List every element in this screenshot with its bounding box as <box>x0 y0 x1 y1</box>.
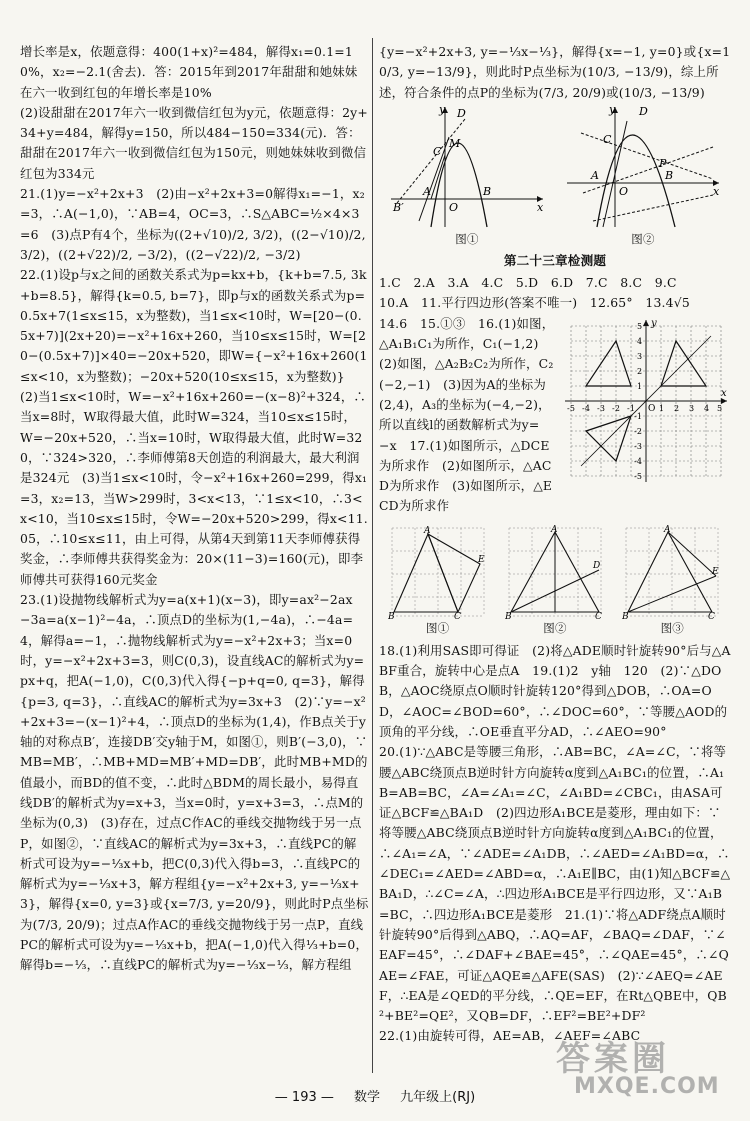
fig1-label-bprime: B′ <box>393 200 404 214</box>
svg-text:-2: -2 <box>634 426 643 436</box>
grid-figure-17-1 <box>388 524 488 620</box>
site-watermark <box>556 1031 736 1101</box>
subject-label: 数学 <box>354 1090 381 1105</box>
parabola-figure-1 <box>387 103 547 231</box>
fig2-label-d: D <box>639 104 649 118</box>
fig1-label-m: M <box>449 136 461 150</box>
svg-text:2: 2 <box>637 366 643 376</box>
answers-14-17: 14.6 15.①③ 16.(1)如图，△A₁B₁C₁为所作，C₁(−1,2) (2)如图，△A₂B₂C₂为所作，C₂(−2,−1) (3)因为A的坐标为(2,4)，A₃的坐标为(−4,−2)，所以直线l的函数解析式为y=−x 17.(1)如图所示，△DCE为所求作 (2)如图所示，△ACD为所求作 (3)如图所示，△ECD为所求作 <box>379 315 555 514</box>
fig2-x-label: x <box>713 184 720 198</box>
svg-text:-3: -3 <box>634 441 643 451</box>
svg-text:C: C <box>453 612 461 621</box>
svg-text:5: 5 <box>717 403 723 413</box>
left-column <box>20 42 369 976</box>
svg-text:A: A <box>423 526 431 537</box>
svg-text:4: 4 <box>637 336 643 346</box>
column-divider <box>372 38 373 1073</box>
svg-text:1: 1 <box>659 403 665 413</box>
svg-text:-1: -1 <box>634 411 643 421</box>
svg-text:C: C <box>708 612 716 621</box>
chapter-heading: 第二十三章检测题 <box>503 252 607 268</box>
fig2-y-label: y <box>609 102 616 116</box>
fig2-label-p: P <box>659 156 667 170</box>
page-number: — 193 — <box>274 1090 334 1105</box>
fig1-label-c: C <box>433 144 442 158</box>
figure-23-2 <box>563 103 723 249</box>
fig2-label-b: B <box>665 168 674 182</box>
answer-22-start: 22.(1)由旋转可得，AE=AB，∠AEF=∠ABC <box>379 1028 641 1044</box>
svg-text:B: B <box>504 612 512 621</box>
svg-text:5: 5 <box>637 321 643 331</box>
fig1-label-b: B <box>483 184 492 198</box>
answer-20-part2: (2)设甜甜在2017年六一收到微信红包为y元，依题意得：2y+34+y=484，解得y=150，所以484−150=334(元)．答：甜甜在2017年六一收到微信红包为150元，则她妹妹收到微信红包为334元 <box>20 104 368 181</box>
fig1-origin: O <box>449 200 459 214</box>
answer-21: 21.(1)y=−x²+2x+3 (2)由−x²+2x+3=0解得x₁=−1，x₂=3，∴A(−1,0)，∵AB=4，OC=3，∴S△ABC=½×4×3=6 (3)点P有4个，坐标为((2+√10)/2, 3/2)，((2−√10)/2, 3/2)，((2+√22)/2, −3/2)，((2−√22)/2, −3/2) <box>20 186 366 262</box>
figure-17-2 <box>505 524 605 638</box>
grid-figure-17-2 <box>505 524 605 620</box>
svg-text:-4: -4 <box>582 403 591 413</box>
fig17-3-caption: 图③ <box>660 621 685 636</box>
coordinate-grid-figure <box>561 316 731 488</box>
svg-text:A: A <box>664 525 672 536</box>
svg-text:C: C <box>594 612 603 621</box>
figure-23-1 <box>387 103 547 249</box>
fig1-x-label: x <box>537 200 544 214</box>
triangle-a1b1c1 <box>586 341 631 386</box>
svg-text:3: 3 <box>689 403 695 413</box>
svg-text:B: B <box>387 612 395 621</box>
figures-17 <box>379 521 731 639</box>
fig2-caption: 图② <box>631 231 655 246</box>
answer-22: 22.(1)设p与x之间的函数关系式为p=kx+b，{k+b=7.5, 3k+b=8.5}，解得{k=0.5, b=7}，即p与x的函数关系式为p=0.5x+7(1≤x≤15，x为整数)，当1≤x<10时，W=[20−(0.5x+7)](2x+20)=−x²+16x+260，当10≤x≤15时，W=[20−(0.5x+7)]×40=−20x+520，即W={−x²+16x+260(1≤x<10，x为整数)；−20x+520(10≤x≤15，x为整数)} (2)当1≤x<10时，W=−x²+16x+260=−(x−8)²+324，∴当x=8时，W取得最大值，此时W=324，当10≤x≤15时，W=−20x+520，∴当x=10时，W取得最大值，此时W=320，∵324>320，∴李师傅第8天创造的利润最大，最大利润是324元 (3)当1≤x<10时，令−x²+16x+260=299，得x₁=3，x₂=13，当W>299时，3<x<13，∵1≤x<10，∴3<x<10，当10≤x≤15时，令W=−20x+520>299，得x<11.05，∴10≤x≤11，由上可得，从第4天到第11天李师傅获得奖金，∴李师傅共获得奖金为：20×(11−3)=160(元)，即李师傅共可获得160元奖金 <box>20 267 368 587</box>
fig1-caption: 图① <box>455 231 479 246</box>
watermark-text-url: MXQE.COM <box>574 1074 720 1099</box>
fig2-label-c: C <box>603 132 612 146</box>
svg-text:-4: -4 <box>634 456 643 466</box>
fig17-2-caption: 图② <box>543 621 567 636</box>
svg-text:1: 1 <box>637 381 643 391</box>
fig1-label-a: A <box>423 184 432 198</box>
svg-text:A: A <box>550 525 558 536</box>
svg-text:2: 2 <box>674 403 680 413</box>
grid-x-label: x <box>721 387 727 399</box>
grid-figure-17-3 <box>622 524 722 620</box>
answers-18-19: 18.(1)利用SAS即可得证 (2)将△ADE顺时针旋转90°后与△ABF重合，旋转中心是点A 19.(1)2 y轴 120 (2)∵△DOB，△AOC绕原点O顺时针旋转120°得到△DOB，∴OA=OD，∠AOC=∠BOD=60°，∴∠DOC=60°，∵等腰△AOD的顶角的平分线，∴OE垂直平分AD，∴∠AEO=90° <box>379 642 731 739</box>
answers-20-21: 20.(1)∵△ABC是等腰三角形，∴AB=BC，∠A=∠C，∵将等腰△ABC绕顶点B逆时针方向旋转α度到△A₁BC₁的位置，∴A₁B=AB=BC，∠A=∠A₁=∠C，∠A₁BD=∠CBC₁，由ASA可证△BCF≌△BA₁D (2)四边形A₁BCE是菱形，理由如下：∵将等腰△ABC绕顶点B逆时针方向旋转α度到△A₁BC₁的位置，∴∠A₁=∠A，∵∠ADE=∠A₁DB，∴∠AED=∠A₁BD=α，∴∠DEC₁=∠AED=∠ABD=α，∴A₁E∥BC，由(1)知△BCF≌△BA₁D，∴∠C=∠A，∴四边形A₁BCE是平行四边形，又∵A₁B=BC，∴四边形A₁BCE是菱形 21.(1)∵将△ADF绕点A顺时针旋转90°后得到△ABQ，∴AQ=AF，∠BAQ=∠DAF，∵∠EAF=45°，∴∠DAF+∠BAE=45°，∴∠QAE=45°，∴∠QAE=∠FAE，可证△AQE≌△AFE(SAS) (2)∵∠AEQ=∠AEF，∴EA是∠QED的平分线，∴QE=EF，在Rt△QBE中，QB²+BE²=QE²，又QB=DF，∴EF²=BE²+DF² <box>379 744 731 1024</box>
right-column <box>379 42 731 1047</box>
watermark-text-cn: 答案圈 <box>556 1039 670 1079</box>
grade-label: 九年级上(RJ) <box>400 1090 476 1105</box>
svg-text:3: 3 <box>637 351 643 361</box>
svg-text:D: D <box>592 561 601 572</box>
figure-17-3 <box>622 524 722 638</box>
svg-text:E: E <box>477 555 485 566</box>
parabola-figure-2 <box>563 103 723 231</box>
fig1-y-label: y <box>439 102 446 116</box>
svg-text:B: B <box>622 612 630 621</box>
svg-text:-3: -3 <box>597 403 606 413</box>
grid-origin: O <box>648 403 656 414</box>
answers-10-13: 10.A 11.平行四边形(答案不唯一) 12.65° 13.4√5 <box>379 295 690 311</box>
answers-1-9: 1.C 2.A 3.A 4.C 5.D 6.D 7.C 8.C 9.C <box>379 275 677 291</box>
figure-17-1 <box>388 524 488 638</box>
figures-23 <box>379 102 731 249</box>
fig17-1-caption: 图① <box>425 621 450 636</box>
svg-text:-5: -5 <box>567 403 576 413</box>
fig2-label-a: A <box>591 168 600 182</box>
answer-23: 23.(1)设抛物线解析式为y=a(x+1)(x−3)，即y=ax²−2ax−3a=a(x−1)²−4a，∴顶点D的坐标为(1,−4a)，∴−4a=4，解得a=−1，∴抛物线解析式为y=−x²+2x+3；当x=0时，y=−x²+2x+3=3，则C(0,3)，设直线AC的解析式为y=px+q，把A(−1,0)，C(0,3)代入得{−p+q=0, q=3}，解得{p=3, q=3}，∴直线AC的解析式为y=3x+3 (2)∵y=−x²+2x+3=−(x−1)²+4，∴顶点D的坐标为(1,4)，作B点关于y轴的对称点B′，连接DB′交y轴于M，如图①，则B′(−3,0)，∵MB=MB′，∴MB+MD=MB′+MD=DB′，此时MB+MD的值最小，而BD的值不变，∴此时△BDM的周长最小，易得直线DB′的解析式为y=x+3，当x=0时，y=x+3=3，∴点M的坐标为(0,3) (3)存在，过点C作AC的垂线交抛物线于另一点P，如图②，∵直线AC的解析式为y=3x+3，∴直线PC的解析式可设为y=−⅓x+b，把C(0,3)代入得b=3，∴直线PC的解析式为y=−⅓x+3，解方程组{y=−x²+2x+3, y=−⅓x+3}，解得{x=0, y=3}或{x=7/3, y=20/9}，则此时P点坐标为(7/3, 20/9)；过点A作AC的垂线交抛物线于另一点P，直线PC的解析式可设为y=−⅓x+b，把A(−1,0)代入得⅓+b=0，解得b=−⅓，∴直线PC的解析式为y=−⅓x−⅓，解方程组 <box>20 592 369 973</box>
svg-text:E: E <box>712 567 720 578</box>
answer-23-continued: {y=−x²+2x+3, y=−⅓x−⅓}，解得{x=−1, y=0}或{x=10/3, y=−13/9}，则此时P点坐标为(10/3, −13/9)，综上所述，符合条件的点P的坐标为(7/3, 20/9)或(10/3, −13/9) <box>379 44 731 100</box>
fig1-label-d: D <box>457 106 467 120</box>
svg-text:4: 4 <box>704 403 710 413</box>
svg-text:-1: -1 <box>627 403 636 413</box>
svg-text:-2: -2 <box>612 403 621 413</box>
grid-y-label: y <box>651 317 657 329</box>
x-tick-labels <box>567 404 722 413</box>
answer-20-part1: 增长率是x，依题意得：400(1+x)²=484，解得x₁=0.1=10%，x₂=−2.1(舍去)．答：2015年到2017年甜甜和她妹妹在六一收到红包的年增长率是10% <box>20 44 358 100</box>
svg-text:-5: -5 <box>634 471 643 481</box>
fig2-origin: O <box>619 184 629 198</box>
